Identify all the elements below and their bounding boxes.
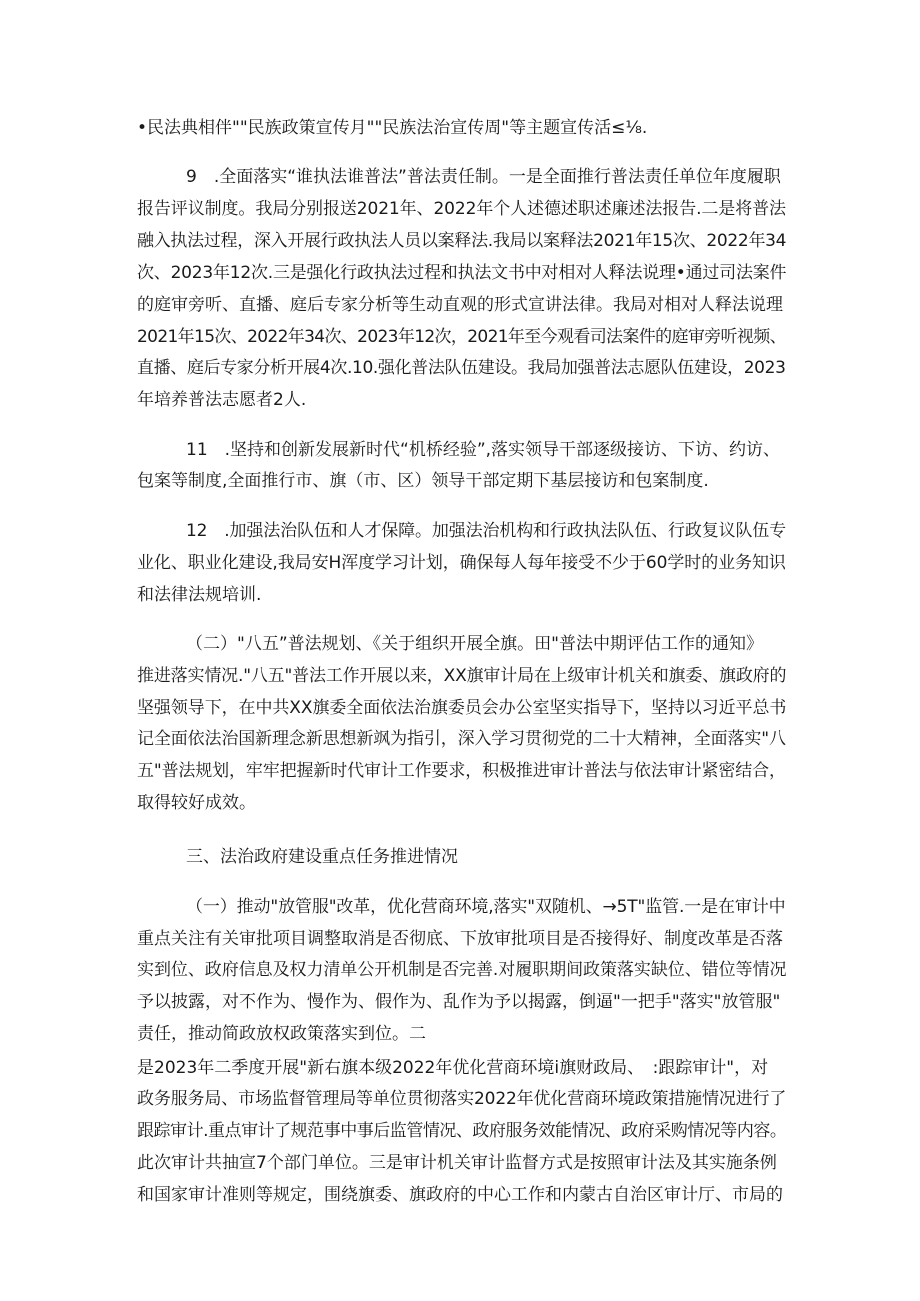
text-line: 次、2023年12次.三是强化行政执法过程和执法文书中对相对人释法说理•通过司法案件 (137, 263, 787, 283)
text-line: 责任，推动简政放权政策落实到位。二 (137, 1024, 426, 1044)
text-line: 直播、庭后专家分析开展4次.10.强化普法队伍建设。我局加强普法志愿队伍建设，2023 (137, 358, 786, 378)
text-line: 9 .全面落实“谁执法谁普法”普法责任制。一是全面推行普法责任单位年度履职 (186, 167, 781, 187)
text-line: 11 .坚持和创新发展新时代“机桥经验”,落实领导干部逐级接访、下访、约访、 (186, 440, 781, 460)
text-line: （二）"八五”普法规划、《关于组织开展全旗。田"普法中期评估工作的通知》 (186, 634, 763, 654)
text-line: 2021年15次、2022年34次、2023年12次，2021年至今观看司法案件的庭审旁听视频、 (137, 327, 786, 347)
text-line: 实到位、政府信息及权力清单公开机制是否完善.对履职期间政策落实缺位、错位等情况 (137, 960, 787, 980)
text-line: 此次审计共抽宣7个部门单位。三是审计机关审计监督方式是按照审计法及其实施条例 (137, 1153, 777, 1173)
text-line: 取得较好成效。 (137, 793, 256, 813)
text-line: 和法律法规培训. (137, 585, 262, 605)
text-line: 融入执法过程，深入开展行政执法人员以案释法.我局以案释法2021年15次、2022年34 (137, 231, 787, 251)
text-line: 推进落实情况."八五"普法工作开展以来，XX旗审计局在上级审计机关和旗委、旗政府的 (137, 666, 787, 686)
text-line: 坚强领导下，在中共XX旗委全面依法治旗委员会办公室坚实指导下，坚持以习近平总书 (137, 698, 787, 718)
text-line: 五"普法规划，牢牢把握新时代审计工作要求，积极推进审计普法与依法审计紧密结合， (137, 761, 786, 781)
text-line: 的庭审旁听、直播、庭后专家分析等生动直观的形式宣讲法律。我局对相对人释法说理 (137, 295, 783, 315)
text-line: 政务服务局、市场监督管理局等单位贯彻落实2022年优化营商环境政策措施情况进行了 (137, 1089, 787, 1109)
text-line: 年培养普法志愿者2人. (137, 390, 307, 410)
text-line: •民法典相伴""民族政策宣传月""民族法治宣传周"等主题宣传活≤⅛. (137, 118, 648, 138)
text-line: 记全面依法治国新理念新思想新飒为指引，深入学习贯彻党的二十大精神，全面落实"八 (137, 729, 786, 749)
text-line: 予以披露，对不作为、慢作为、假作为、乱作为予以揭露，倒逼"一把手"落实"放管服" (137, 992, 781, 1012)
text-line: 业化、职业化建设,我局安H浑度学习计划，确保每人每年接受不少于60学时的业务知识 (137, 553, 786, 573)
text-line: （一）推动"放管服"改革，优化营商环境,落实"双随机、→5T"监管.一是在审计中 (186, 897, 786, 917)
text-line: 和国家审计准则等规定，围绕旗委、旗政府的中心工作和内蒙古自治区审计厅、市局的 (137, 1185, 783, 1205)
text-line: 12 .加强法治队伍和人才保障。加强法治机构和行政执法队伍、行政复议队伍专 (186, 521, 787, 541)
text-line: 包案等制度,全面推行市、旗（市、区）领导干部定期下基层接访和包案制度. (137, 471, 709, 491)
section-heading: 三、法治政府建设重点任务推进情况 (186, 847, 458, 867)
text-line: 报告评议制度。我局分别报送2021年、2022年个人述德述职述廉述法报告.二是将普法 (137, 199, 786, 219)
text-line: 重点关注有关审批项目调整取消是否彻底、下放审批项目是否接得好、制度改革是否落 (137, 929, 783, 949)
text-line: 是2023年二季度开展"新右旗本级2022年优化营商环境i旗财政局、 :跟踪审计"，对 (137, 1058, 769, 1078)
text-line: 跟踪审计.重点审计了规范事中事后监管情况、政府服务效能情况、政府采购情况等内容。 (137, 1121, 787, 1141)
